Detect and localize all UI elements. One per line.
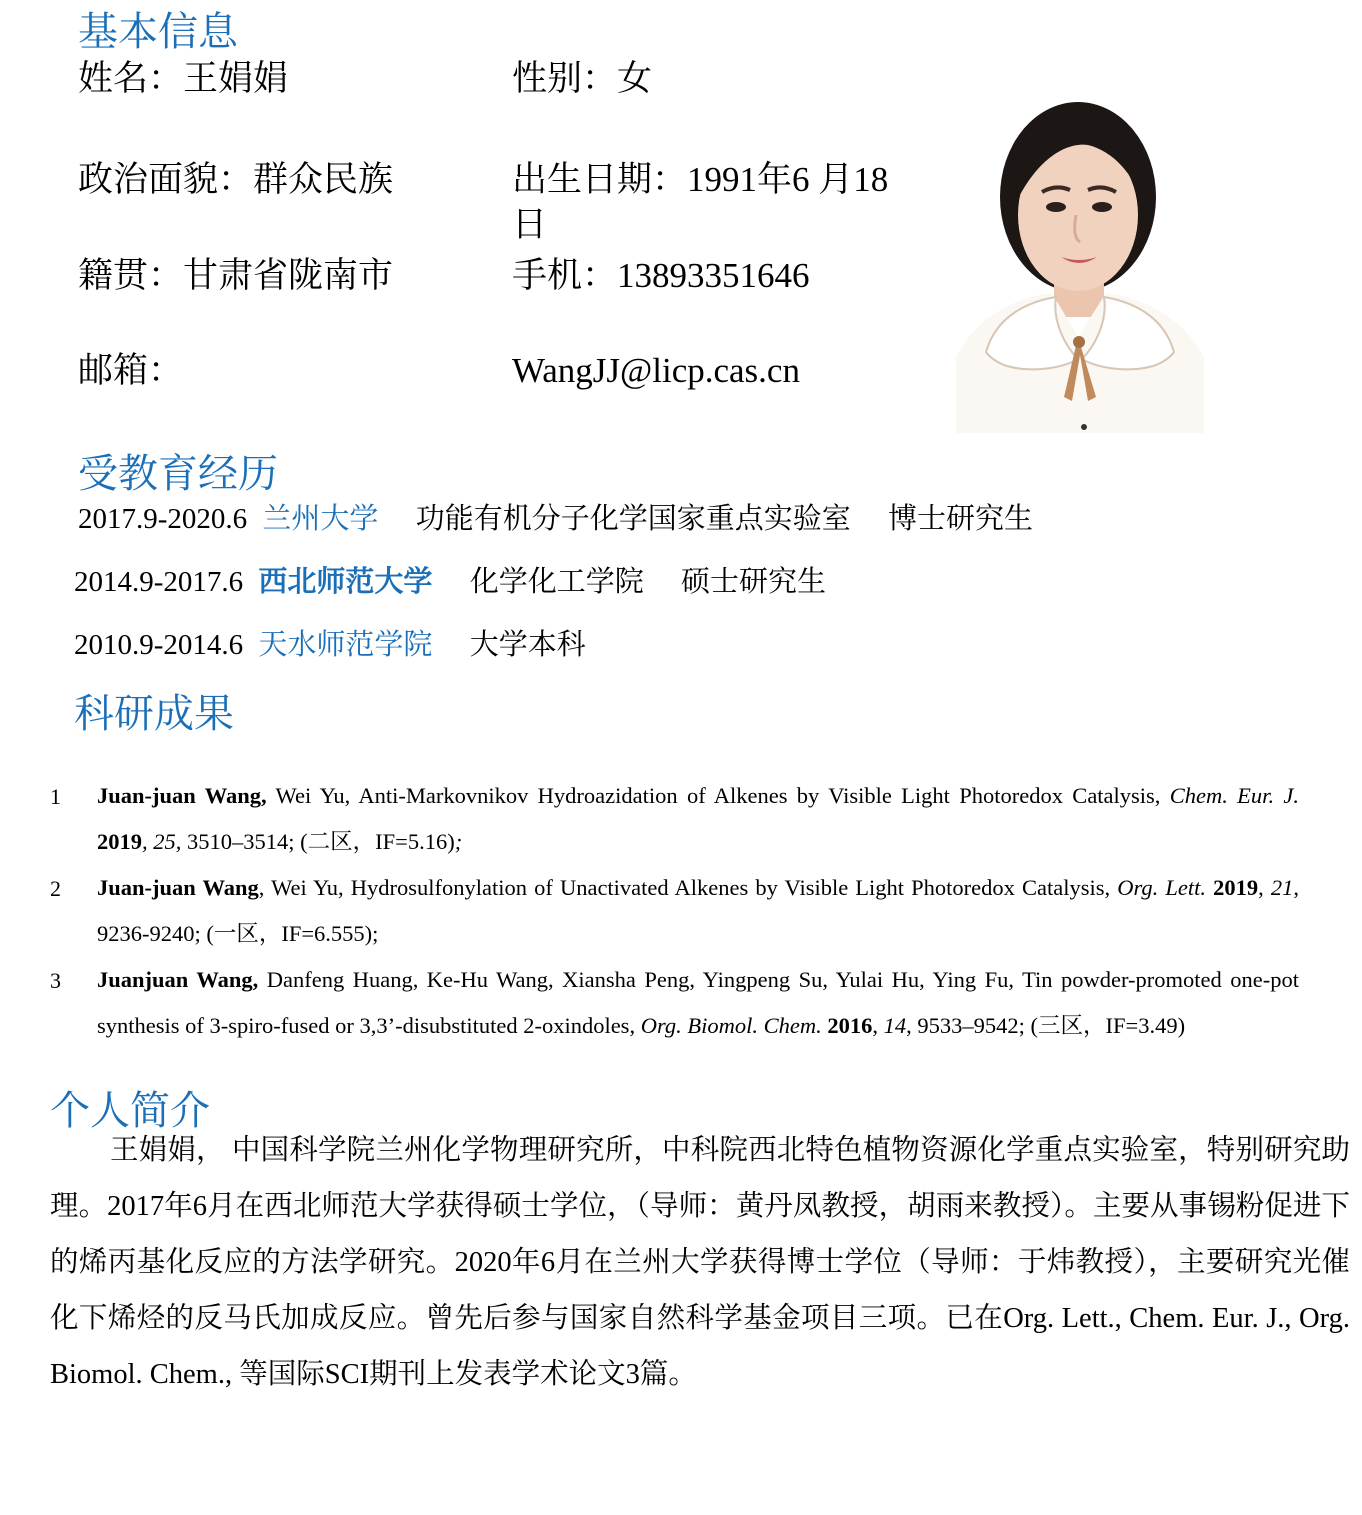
publication-volume: , 25, — [142, 829, 182, 854]
publication-body: , Wei Yu, Hydrosulfonylation of Unactivated Alkenes by Visible Light Photoredox Catalysis, — [258, 875, 1118, 900]
publication-year: 2016 — [827, 1013, 873, 1038]
education-degree: 硕士研究生 — [680, 566, 826, 598]
phone-field: 手机：13893351646 — [512, 256, 810, 295]
education-school: 兰州大学 — [262, 503, 379, 535]
education-department: 化学化工学院 — [469, 566, 644, 598]
publication-year: 2019 — [97, 829, 142, 854]
education-degree: 博士研究生 — [887, 503, 1033, 535]
gender-field: 性别：女 — [512, 59, 653, 98]
education-item — [78, 505, 1033, 534]
publication-body: Wei Yu, Anti-Markovnikov Hydroazidation of Alkenes by Visible Light Photoredox Catalysis, — [266, 783, 1170, 808]
publication-number: 2 — [50, 876, 61, 901]
section-heading-intro: 个人简介 — [50, 1088, 210, 1134]
education-period: 2017.9-2020.6 — [78, 503, 248, 535]
publication-pages: , 9236-9240; (一区，IF=6.555); — [97, 875, 1299, 946]
publication-journal: Org. Biomol. Chem. — [640, 1013, 822, 1038]
education-school: 天水师范学院 — [258, 629, 433, 661]
publication-number: 1 — [50, 784, 61, 809]
email-label: 邮箱： — [78, 351, 184, 390]
publication-journal: Org. Lett. — [1117, 875, 1207, 900]
name-field: 姓名：王娟娟 — [78, 59, 289, 98]
education-department: 功能有机分子化学国家重点实验室 — [415, 503, 851, 535]
portrait-icon — [956, 97, 1204, 433]
publication-journal: Chem. Eur. J. — [1169, 783, 1299, 808]
portrait-photo — [956, 97, 1204, 433]
intro-paragraph: 王娟娟， 中国科学院兰州化学物理研究所，中科院西北特色植物资源化学重点实验室，特别研究助理。2017年6月在西北师范大学获得硕士学位，（导师：黄丹凤教授，胡雨来教授）。主要从事锡粉促进下的烯丙基化反应的方法学研究。2020年6月在兰州大学获得博士学位（导师：于炜教授），主要研究光催化下烯烃的反马氏加成反应。曾先后参与国家自然科学基金项目三项。已在Org. Lett., Chem. Eur. J., Org. Biomol. Chem., 等国际SCI期刊上发表学术论文3篇。 — [50, 1135, 1350, 1390]
publication-pages: 3510–3514; (二区，IF=5.16) — [181, 829, 455, 854]
publication-volume: 14 — [883, 1013, 907, 1038]
publication-body: Danfeng Huang, Ke-Hu Wang, Xiansha Peng, Yingpeng Su, Yulai Hu, Ying Fu, Tin powder-promoted one-pot synthesis of 3-spiro-fused or 3,3’-disubstituted 2-oxindoles, — [97, 967, 1299, 1038]
publication-item — [97, 773, 1299, 865]
publication-volume: 21 — [1270, 875, 1294, 900]
section-heading-education: 受教育经历 — [78, 451, 278, 497]
publication-author: Juan-juan Wang — [97, 875, 259, 900]
politics-field: 政治面貌：群众民族 — [78, 160, 394, 199]
section-heading-research: 科研成果 — [74, 691, 234, 737]
birth-date-field: 出生日期：1991年6 月18 — [512, 160, 889, 199]
origin-field: 籍贯：甘肃省陇南市 — [78, 256, 394, 295]
publication-author: Juanjuan Wang, — [97, 967, 259, 992]
education-school: 西北师范大学 — [258, 566, 433, 598]
publication-author: Juan-juan Wang, — [97, 783, 267, 808]
publication-number: 3 — [50, 968, 61, 993]
birth-date-field-continued: 日 — [512, 205, 548, 244]
publication-item: Juanjuan Wang, Danfeng Huang, Ke-Hu Wang, Xiansha Peng, Yingpeng Su, Yulai Hu, Ying Fu, Tin powder-promoted one-pot synthesis of 3-spiro-fused or 3,3’-disubstituted 2-oxindoles, Org. Biomol. Chem. 2016, 14, 9533–9542; (三区，IF=3.49) — [97, 967, 1299, 1038]
education-item — [74, 568, 826, 597]
education-period: 2014.9-2017.6 — [74, 566, 244, 598]
publication-year: 2019 — [1213, 875, 1259, 900]
section-heading-basic-info: 基本信息 — [78, 9, 238, 55]
email-value: WangJJ@licp.cas.cn — [512, 351, 800, 390]
education-period: 2010.9-2014.6 — [74, 629, 244, 661]
education-item — [74, 631, 586, 660]
publication-item: Juan-juan Wang, Wei Yu, Hydrosulfonylation of Unactivated Alkenes by Visible Light Photoredox Catalysis, Org. Lett. 2019, 21, 9236-9240; (一区，IF=6.555); — [97, 875, 1299, 946]
publication-pages: , 9533–9542; (三区，IF=3.49) — [906, 1013, 1186, 1038]
publication-trail: ; — [454, 829, 463, 854]
education-department: 大学本科 — [469, 629, 586, 661]
